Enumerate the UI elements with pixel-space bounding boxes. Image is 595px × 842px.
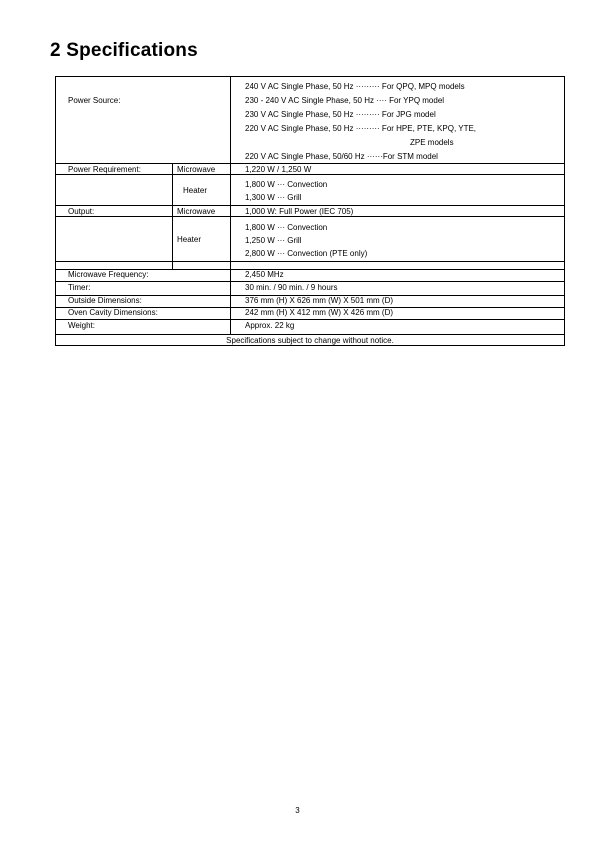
output-heater-line: 2,800 W ··· Convection (PTE only) — [245, 249, 368, 258]
output-label: Output: — [68, 207, 95, 216]
output-microwave-value: 1,000 W: Full Power (IEC 705) — [245, 207, 354, 216]
grid-line — [56, 205, 564, 206]
power-source-line: 230 - 240 V AC Single Phase, 50 Hz ···· For YPQ model — [245, 96, 445, 105]
microwave-frequency-value: 2,450 MHz — [245, 270, 284, 279]
output-heater-line: 1,250 W ··· Grill — [245, 236, 302, 245]
power-requirement-microwave-value: 1,220 W / 1,250 W — [245, 165, 312, 174]
power-source-line: ZPE models — [410, 138, 454, 147]
power-source-line: 240 V AC Single Phase, 50 Hz ········· For QPQ, MPQ models — [245, 82, 465, 91]
grid-line — [56, 319, 564, 320]
footnote: Specifications subject to change without notice. — [226, 336, 394, 345]
grid-line — [56, 281, 564, 282]
power-source-line: 230 V AC Single Phase, 50 Hz ········· For JPG model — [245, 110, 436, 119]
power-requirement-label: Power Requirement: — [68, 165, 141, 174]
page-number: 3 — [295, 806, 300, 815]
weight-label: Weight: — [68, 321, 95, 330]
power-requirement-heater-line: 1,300 W ··· Grill — [245, 193, 302, 202]
power-requirement-microwave-label: Microwave — [177, 165, 216, 174]
outside-dimensions-label: Outside Dimensions: — [68, 296, 142, 305]
outside-dimensions-value: 376 mm (H) X 626 mm (W) X 501 mm (D) — [245, 296, 394, 305]
output-heater-line: 1,800 W ··· Convection — [245, 223, 328, 232]
microwave-frequency-label: Microwave Frequency: — [68, 270, 149, 279]
oven-cavity-dimensions-value: 242 mm (H) X 412 mm (W) X 426 mm (D) — [245, 308, 394, 317]
power-source-label: Power Source: — [68, 96, 121, 105]
specifications-table — [55, 76, 565, 346]
power-source-line: 220 V AC Single Phase, 50 Hz ········· For HPE, PTE, KPQ, YTE, — [245, 124, 477, 133]
output-microwave-label: Microwave — [177, 207, 216, 216]
oven-cavity-dimensions-label: Oven Cavity Dimensions: — [68, 308, 158, 317]
timer-value: 30 min. / 90 min. / 9 hours — [245, 283, 338, 292]
grid-line — [56, 163, 564, 164]
grid-line — [56, 334, 564, 335]
output-heater-label: Heater — [177, 235, 202, 244]
power-requirement-heater-line: 1,800 W ··· Convection — [245, 180, 328, 189]
page-title: 2 Specifications — [50, 40, 198, 61]
power-requirement-heater-label: Heater — [183, 186, 208, 195]
power-source-line: 220 V AC Single Phase, 50/60 Hz ······For STM model — [245, 152, 438, 161]
weight-value: Approx. 22 kg — [245, 321, 295, 330]
timer-label: Timer: — [68, 283, 91, 292]
grid-line — [56, 261, 564, 262]
